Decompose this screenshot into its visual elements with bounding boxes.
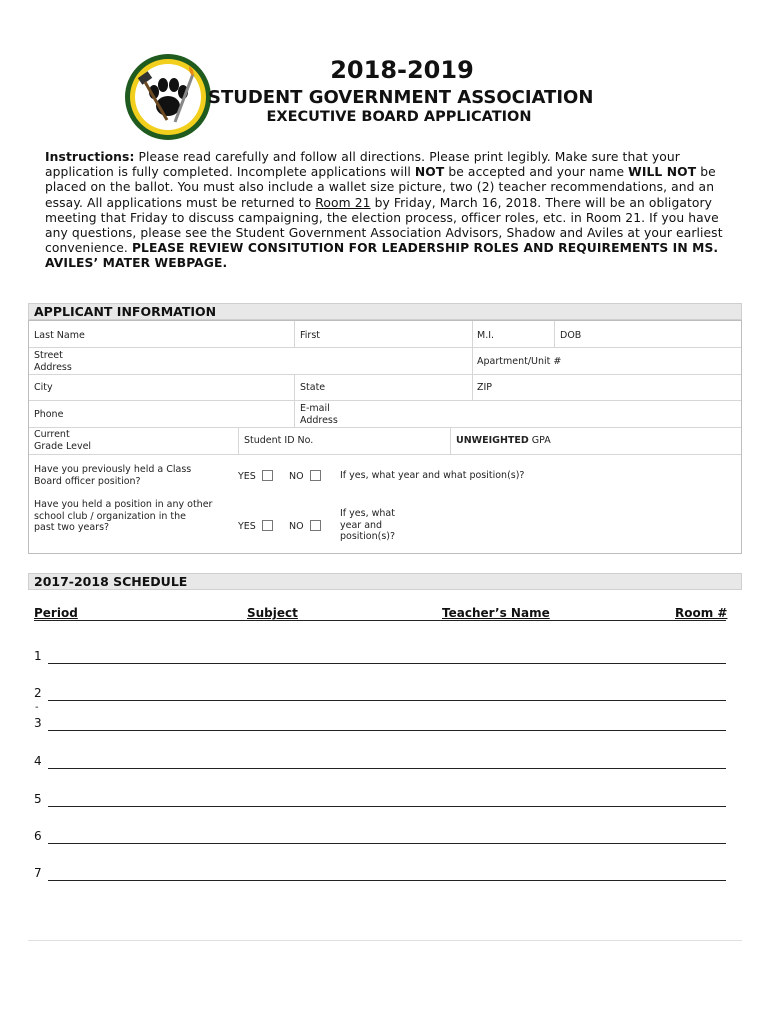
q1-yes-option[interactable] — [238, 470, 273, 483]
dob-field[interactable]: DOB — [560, 330, 582, 341]
q1-yes-checkbox[interactable] — [262, 470, 273, 481]
period-number: 2 — [34, 686, 42, 700]
period-number: 4 — [34, 754, 42, 768]
current-label: Current — [34, 429, 70, 440]
schedule-header-rule — [34, 620, 726, 621]
grade-level-field[interactable] — [34, 429, 91, 452]
middle-initial-field[interactable]: M.I. — [477, 330, 495, 341]
q2-no-checkbox[interactable] — [310, 520, 321, 531]
instructions-bold-note: PLEASE REVIEW CONSITUTION FOR LEADERSHIP ROLES AND REQUIREMENTS IN MS. AVILES’ MATER WEBPAGE. — [45, 241, 719, 271]
instructions-text: be placed on the ballot. You must also include a wallet size picture, two (2) teacher recommendations, and an essay. All applications must be returned to — [45, 165, 716, 210]
instructions-emphasis: WILL NOT — [628, 165, 697, 180]
first-name-field[interactable]: First — [300, 330, 320, 341]
gpa-field[interactable] — [456, 435, 551, 447]
instructions-text: Please read carefully and follow all directions. Please print legibly. Make sure that your application is fully completed. Incomplete applications will — [45, 150, 680, 180]
write-line — [48, 699, 726, 701]
form-subtitle: EXECUTIVE BOARD APPLICATION — [266, 109, 532, 125]
period-number: 6 — [34, 829, 42, 843]
gpa-label: GPA — [528, 435, 551, 446]
street-label: Street — [34, 350, 63, 361]
address-label: Address — [34, 361, 72, 373]
no-label: NO — [289, 471, 304, 482]
period-column-header: Period — [34, 606, 78, 620]
applicant-section-header: APPLICANT INFORMATION — [28, 303, 742, 320]
street-address-field[interactable] — [34, 350, 72, 373]
email-label: E-mail — [300, 403, 330, 414]
phone-field[interactable]: Phone — [34, 409, 64, 420]
state-field[interactable]: State — [300, 382, 326, 393]
followup-text: position(s)? — [340, 531, 396, 542]
room-column-header: Room # — [675, 606, 728, 620]
email-field[interactable] — [300, 403, 338, 426]
question-class-officer — [34, 464, 191, 487]
teacher-column-header: Teacher’s Name — [442, 606, 550, 620]
q1-followup-field[interactable]: If yes, what year and what position(s)? — [340, 470, 525, 481]
city-field[interactable]: City — [34, 382, 53, 393]
write-line — [48, 767, 726, 769]
question-club-position — [34, 499, 212, 534]
write-line — [48, 729, 726, 731]
question-text: Have you previously held a Class — [34, 464, 192, 475]
organization-title: STUDENT GOVERNMENT ASSOCIATION — [208, 87, 594, 108]
write-line — [48, 662, 726, 664]
yes-label: YES — [238, 471, 256, 482]
question-text: past two years? — [34, 522, 110, 533]
gpa-unweighted-label: UNWEIGHTED — [456, 435, 529, 446]
instructions-label: Instructions: — [45, 150, 135, 164]
q2-no-option[interactable] — [289, 520, 321, 533]
page-divider — [28, 940, 742, 941]
instructions-text: be accepted and your name — [444, 165, 629, 180]
period-number: 3 — [34, 716, 42, 730]
q1-no-option[interactable] — [289, 470, 321, 483]
followup-text: If yes, what — [340, 508, 395, 519]
write-line — [48, 879, 726, 881]
q2-followup-field[interactable] — [340, 508, 395, 543]
last-name-field[interactable]: Last Name — [34, 330, 85, 341]
question-text: school club / organization in the — [34, 510, 186, 522]
zip-field[interactable]: ZIP — [477, 382, 493, 393]
question-text: Board officer position? — [34, 475, 141, 487]
page-title-year: 2018-2019 — [330, 56, 474, 84]
followup-text: year and — [340, 519, 383, 531]
question-text: Have you held a position in any other — [34, 499, 213, 510]
write-line — [48, 805, 726, 807]
email-address-label: Address — [300, 414, 338, 426]
q2-yes-option[interactable] — [238, 520, 273, 533]
room-reference: Room 21 — [315, 195, 371, 210]
no-label: NO — [289, 521, 304, 532]
write-line — [48, 842, 726, 844]
q1-no-checkbox[interactable] — [310, 470, 321, 481]
student-id-field[interactable]: Student ID No. — [244, 435, 314, 446]
period-number: 1 — [34, 649, 42, 663]
subject-column-header: Subject — [247, 606, 298, 620]
q2-yes-checkbox[interactable] — [262, 520, 273, 531]
schedule-section-header: 2017-2018 SCHEDULE — [28, 573, 742, 590]
grade-level-label: Grade Level — [34, 440, 92, 452]
instructions-emphasis: NOT — [414, 165, 445, 180]
yes-label: YES — [238, 521, 256, 532]
instructions-paragraph — [45, 150, 735, 272]
instructions-text: by Friday, March 16, 2018. There will be an obligatory meeting that Friday to discuss campaigning, the election process, officer roles, etc. in Room 21. If you have any questions, please see the Student Government Association Advisors, Shadow and Aviles at your earliest convenience. — [45, 195, 723, 256]
stray-mark: - — [35, 702, 39, 713]
period-number: 5 — [34, 792, 42, 806]
apartment-field[interactable]: Apartment/Unit # — [477, 356, 562, 367]
period-number: 7 — [34, 866, 42, 880]
